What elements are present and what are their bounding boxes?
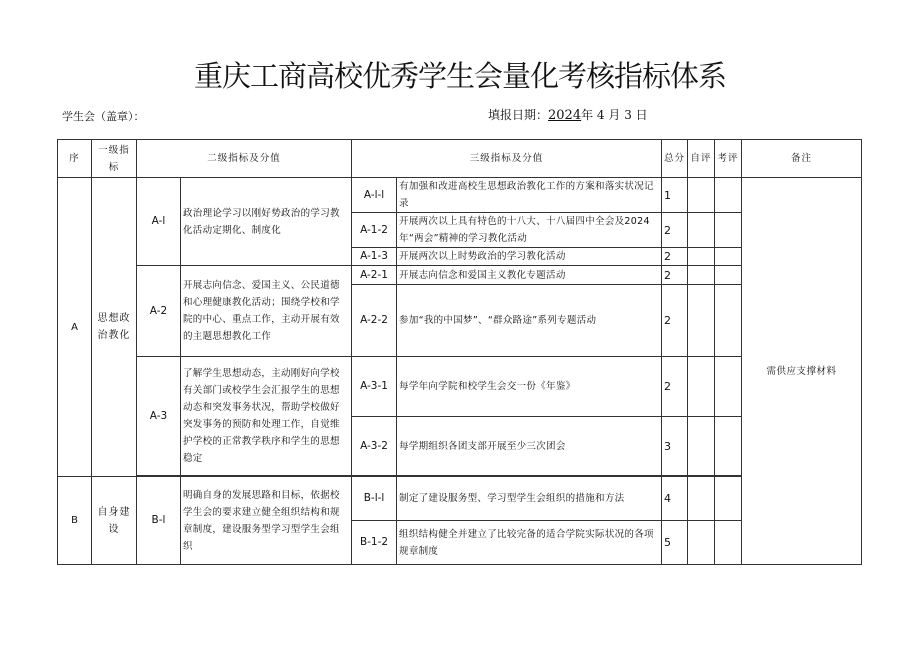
level3-code: A-1-2 [352,213,397,248]
level2-desc: 了解学生思想动态，主动刚好向学校有关部门或校学生会汇报学生的思想动态和突发事务状况，帮助学校做好突发事务的预防和处理工作，自觉维护学校的正常教学秩序和学生的思想稳定 [181,357,352,476]
self-eval-cell [688,521,715,565]
level3-desc: 有加强和改进高校生思想政治教化工作的方案和落实状况记录 [397,178,662,213]
review-cell [715,477,742,521]
indicator-table [57,139,862,565]
table-row [58,178,862,213]
self-eval-cell [688,357,715,417]
level2-code: A-3 [137,357,181,476]
self-eval-cell [688,285,715,357]
review-cell [715,266,742,285]
level2-desc: 明确自身的发展思路和目标，依据校学生会的要求建立健全组织结构和规章制度，建设服务型学习型学生会组织 [181,477,352,565]
level3-code: A-1-3 [352,248,397,266]
self-eval-cell [688,213,715,248]
level1-cell: 自身建设 [92,477,137,565]
level3-code: B-l-l [352,477,397,521]
review-cell [715,357,742,417]
review-cell [715,248,742,266]
table-row [58,266,862,285]
header-level3: 三级指标及分值 [352,140,662,178]
level3-desc: 每学期组织各团支部开展至少三次团会 [397,417,662,476]
level2-code: B-l [137,477,181,565]
level2-code: A-l [137,178,181,266]
score-cell: 3 [662,417,688,476]
level3-desc: 制定了建设服务型、学习型学生会组织的措施和方法 [397,477,662,521]
seq-cell: B [58,477,92,565]
score-cell: 2 [662,357,688,417]
level3-desc: 参加“我的中国梦”、“群众路途”系列专题活动 [397,285,662,357]
header-total: 总分 [662,140,688,178]
level3-desc: 开展志向信念和爱国主义教化专题活动 [397,266,662,285]
header-level1: 一级指标 [92,140,137,178]
report-date [488,106,648,123]
header-seq: 序 [58,140,92,178]
self-eval-cell [688,248,715,266]
date-label: 填报日期： [488,108,549,122]
level2-desc: 开展志向信念、爱国主义、公民道德和心理健康教化活动；围绕学校和学院的中心、重点工作，主动开展有效的主题思想教化工作 [181,266,352,357]
self-eval-cell [688,266,715,285]
table-row [58,477,862,521]
date-rest: 年 4 月 3 日 [581,108,648,122]
seq-cell: A [58,178,92,477]
score-cell: 2 [662,248,688,266]
level3-desc: 每学年向学院和校学生会交一份《年鉴》 [397,357,662,417]
level3-desc: 开展两次以上具有特色的十八大、十八届四中全会及2024年“两会”精神的学习教化活动 [397,213,662,248]
header-level2: 二级指标及分值 [137,140,352,178]
level3-code: A-2-2 [352,285,397,357]
unit-stamp-label: 学生会（盖章）： [62,110,145,123]
header-note: 备注 [742,140,862,178]
date-year: 2024 [548,108,582,123]
score-cell: 4 [662,477,688,521]
level3-code: A-l-l [352,178,397,213]
self-eval-cell [688,178,715,213]
score-cell: 1 [662,178,688,213]
level3-code: B-1-2 [352,521,397,565]
level3-code: A-2-1 [352,266,397,285]
score-cell: 2 [662,285,688,357]
score-cell: 2 [662,213,688,248]
header-self: 自评 [688,140,715,178]
level2-code: A-2 [137,266,181,357]
level3-code: A-3-1 [352,357,397,417]
self-eval-cell [688,477,715,521]
self-eval-cell [688,417,715,476]
level3-code: A-3-2 [352,417,397,476]
level2-desc: 政治理论学习以刚好势政治的学习教化活动定期化、制度化 [181,178,352,266]
review-cell [715,178,742,213]
table-header-row [58,140,862,178]
page-title: 重庆工商高校优秀学生会量化考核指标体系 [193,59,726,93]
score-cell: 2 [662,266,688,285]
level3-desc: 组织结构健全并建立了比较完备的适合学院实际状况的各项规章制度 [397,521,662,565]
level1-cell: 思想政治教化 [92,178,137,477]
review-cell [715,417,742,476]
note-cell: 需供应支撑材料 [742,178,862,565]
score-cell: 5 [662,521,688,565]
review-cell [715,285,742,357]
review-cell [715,213,742,248]
review-cell [715,521,742,565]
level3-desc: 开展两次以上时势政治的学习教化活动 [397,248,662,266]
table-row [58,357,862,417]
header-review: 考评 [715,140,742,178]
